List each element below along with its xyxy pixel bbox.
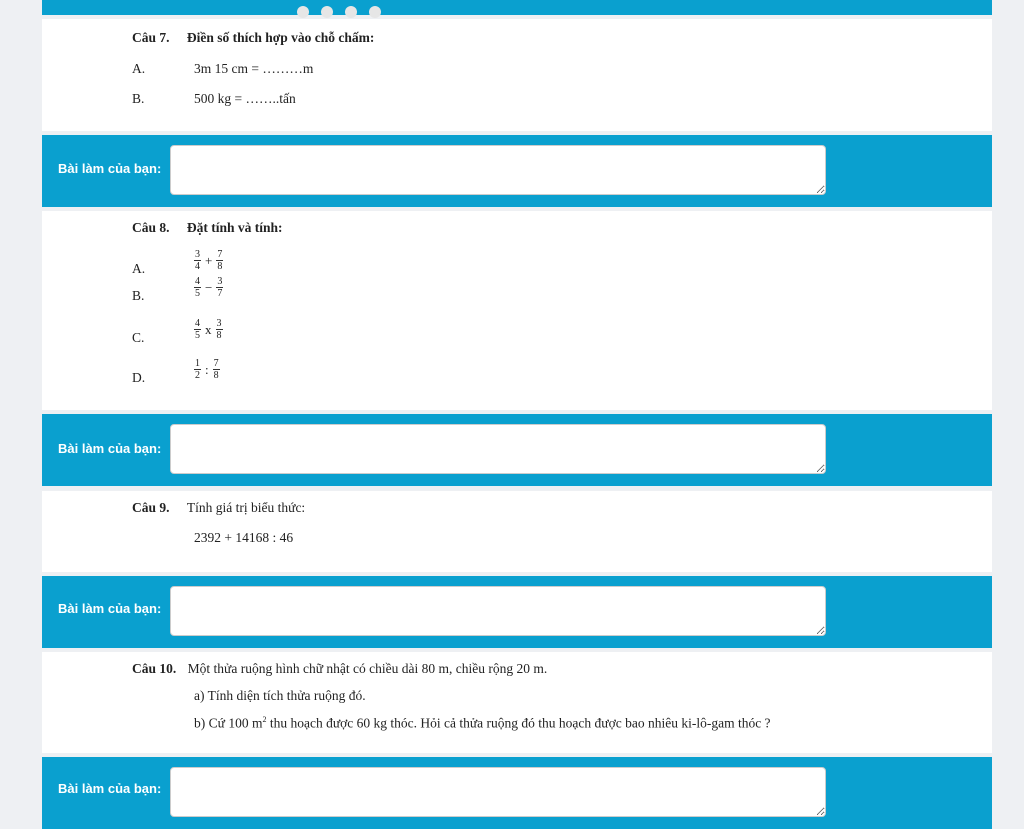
question-7-item-a-text: 3m 15 cm = ………m (194, 61, 314, 76)
question-10-part-a: a) Tính diện tích thửa ruộng đó. (194, 688, 366, 703)
fraction: $\frac{3}{4}$ (195, 249, 200, 272)
answer-panel-8 (42, 414, 992, 486)
fraction: $\frac{4}{5}$ (195, 276, 200, 299)
question-7-item-a (132, 61, 145, 77)
fraction-expression: $\frac{1}{2}$ : $\frac{7}{8}$ (195, 358, 219, 381)
fraction: $\frac{1}{2}$ (195, 358, 200, 381)
dot-icon (369, 6, 381, 18)
dot-icon (321, 6, 333, 18)
fraction: $\frac{4}{5}$ (195, 318, 200, 341)
fraction: $\frac{3}{8}$ (216, 318, 222, 341)
question-9-header (132, 500, 305, 516)
dot-icon (297, 6, 309, 18)
answer-label: Bài làm của bạn: (58, 781, 162, 796)
answer-input[interactable] (170, 767, 826, 817)
question-8 (42, 211, 992, 410)
answer-label: Bài làm của bạn: (58, 161, 162, 176)
question-title: Điền số thích hợp vào chỗ chấm: (186, 30, 375, 45)
question-number: Câu 10. (132, 661, 177, 676)
question-8-header (132, 220, 283, 236)
item-letter: B. (132, 288, 145, 303)
question-title: Một thửa ruộng hình chữ nhật có chiều dài 80 m, chiều rộng 20 m. (187, 661, 548, 676)
item-letter: B. (132, 91, 145, 106)
question-10-header (132, 661, 547, 677)
answer-panel-9 (42, 576, 992, 648)
answer-input[interactable] (170, 424, 826, 474)
answer-panel-7 (42, 135, 992, 207)
item-letter: A. (132, 261, 146, 276)
fraction-expression: $\frac{3}{4}$ + $\frac{7}{8}$ (195, 249, 223, 272)
fraction: $\frac{7}{8}$ (213, 358, 219, 381)
question-number: Câu 9. (132, 500, 170, 515)
question-7-item-b (132, 91, 144, 107)
answer-input[interactable] (170, 145, 826, 195)
question-title: Đặt tính và tính: (186, 220, 283, 235)
expression: 2392 + 14168 : 46 (194, 530, 294, 545)
item-letter: D. (132, 370, 146, 385)
question-7 (42, 19, 992, 131)
fraction-expression: $\frac{4}{5}$ − $\frac{3}{7}$ (195, 276, 223, 299)
question-10-part-b: b) Cứ 100 $m^2$ thu hoạch được 60 kg thóc. Hỏi cả thửa ruộng đó thu hoạch được bao nhiêu ki-lô-gam thóc ? (194, 715, 771, 731)
item-letter: C. (132, 330, 145, 345)
dot-icon (345, 6, 357, 18)
top-accent-bar (42, 0, 992, 15)
answer-label: Bài làm của bạn: (58, 441, 162, 456)
question-9 (42, 491, 992, 572)
answer-panel-10 (42, 757, 992, 829)
question-number: Câu 7. (132, 30, 170, 45)
question-10 (42, 652, 992, 753)
fraction: $\frac{3}{7}$ (217, 276, 223, 299)
question-title: Tính giá trị biểu thức: (186, 500, 306, 515)
question-7-header (132, 30, 374, 46)
answer-label: Bài làm của bạn: (58, 601, 162, 616)
question-7-item-b-text: 500 kg = ……..tấn (194, 91, 296, 106)
item-letter: A. (132, 61, 146, 76)
answer-input[interactable] (170, 586, 826, 636)
fraction-expression: $\frac{4}{5}$ x $\frac{3}{8}$ (195, 318, 222, 341)
fraction: $\frac{7}{8}$ (217, 249, 223, 272)
question-number: Câu 8. (132, 220, 170, 235)
